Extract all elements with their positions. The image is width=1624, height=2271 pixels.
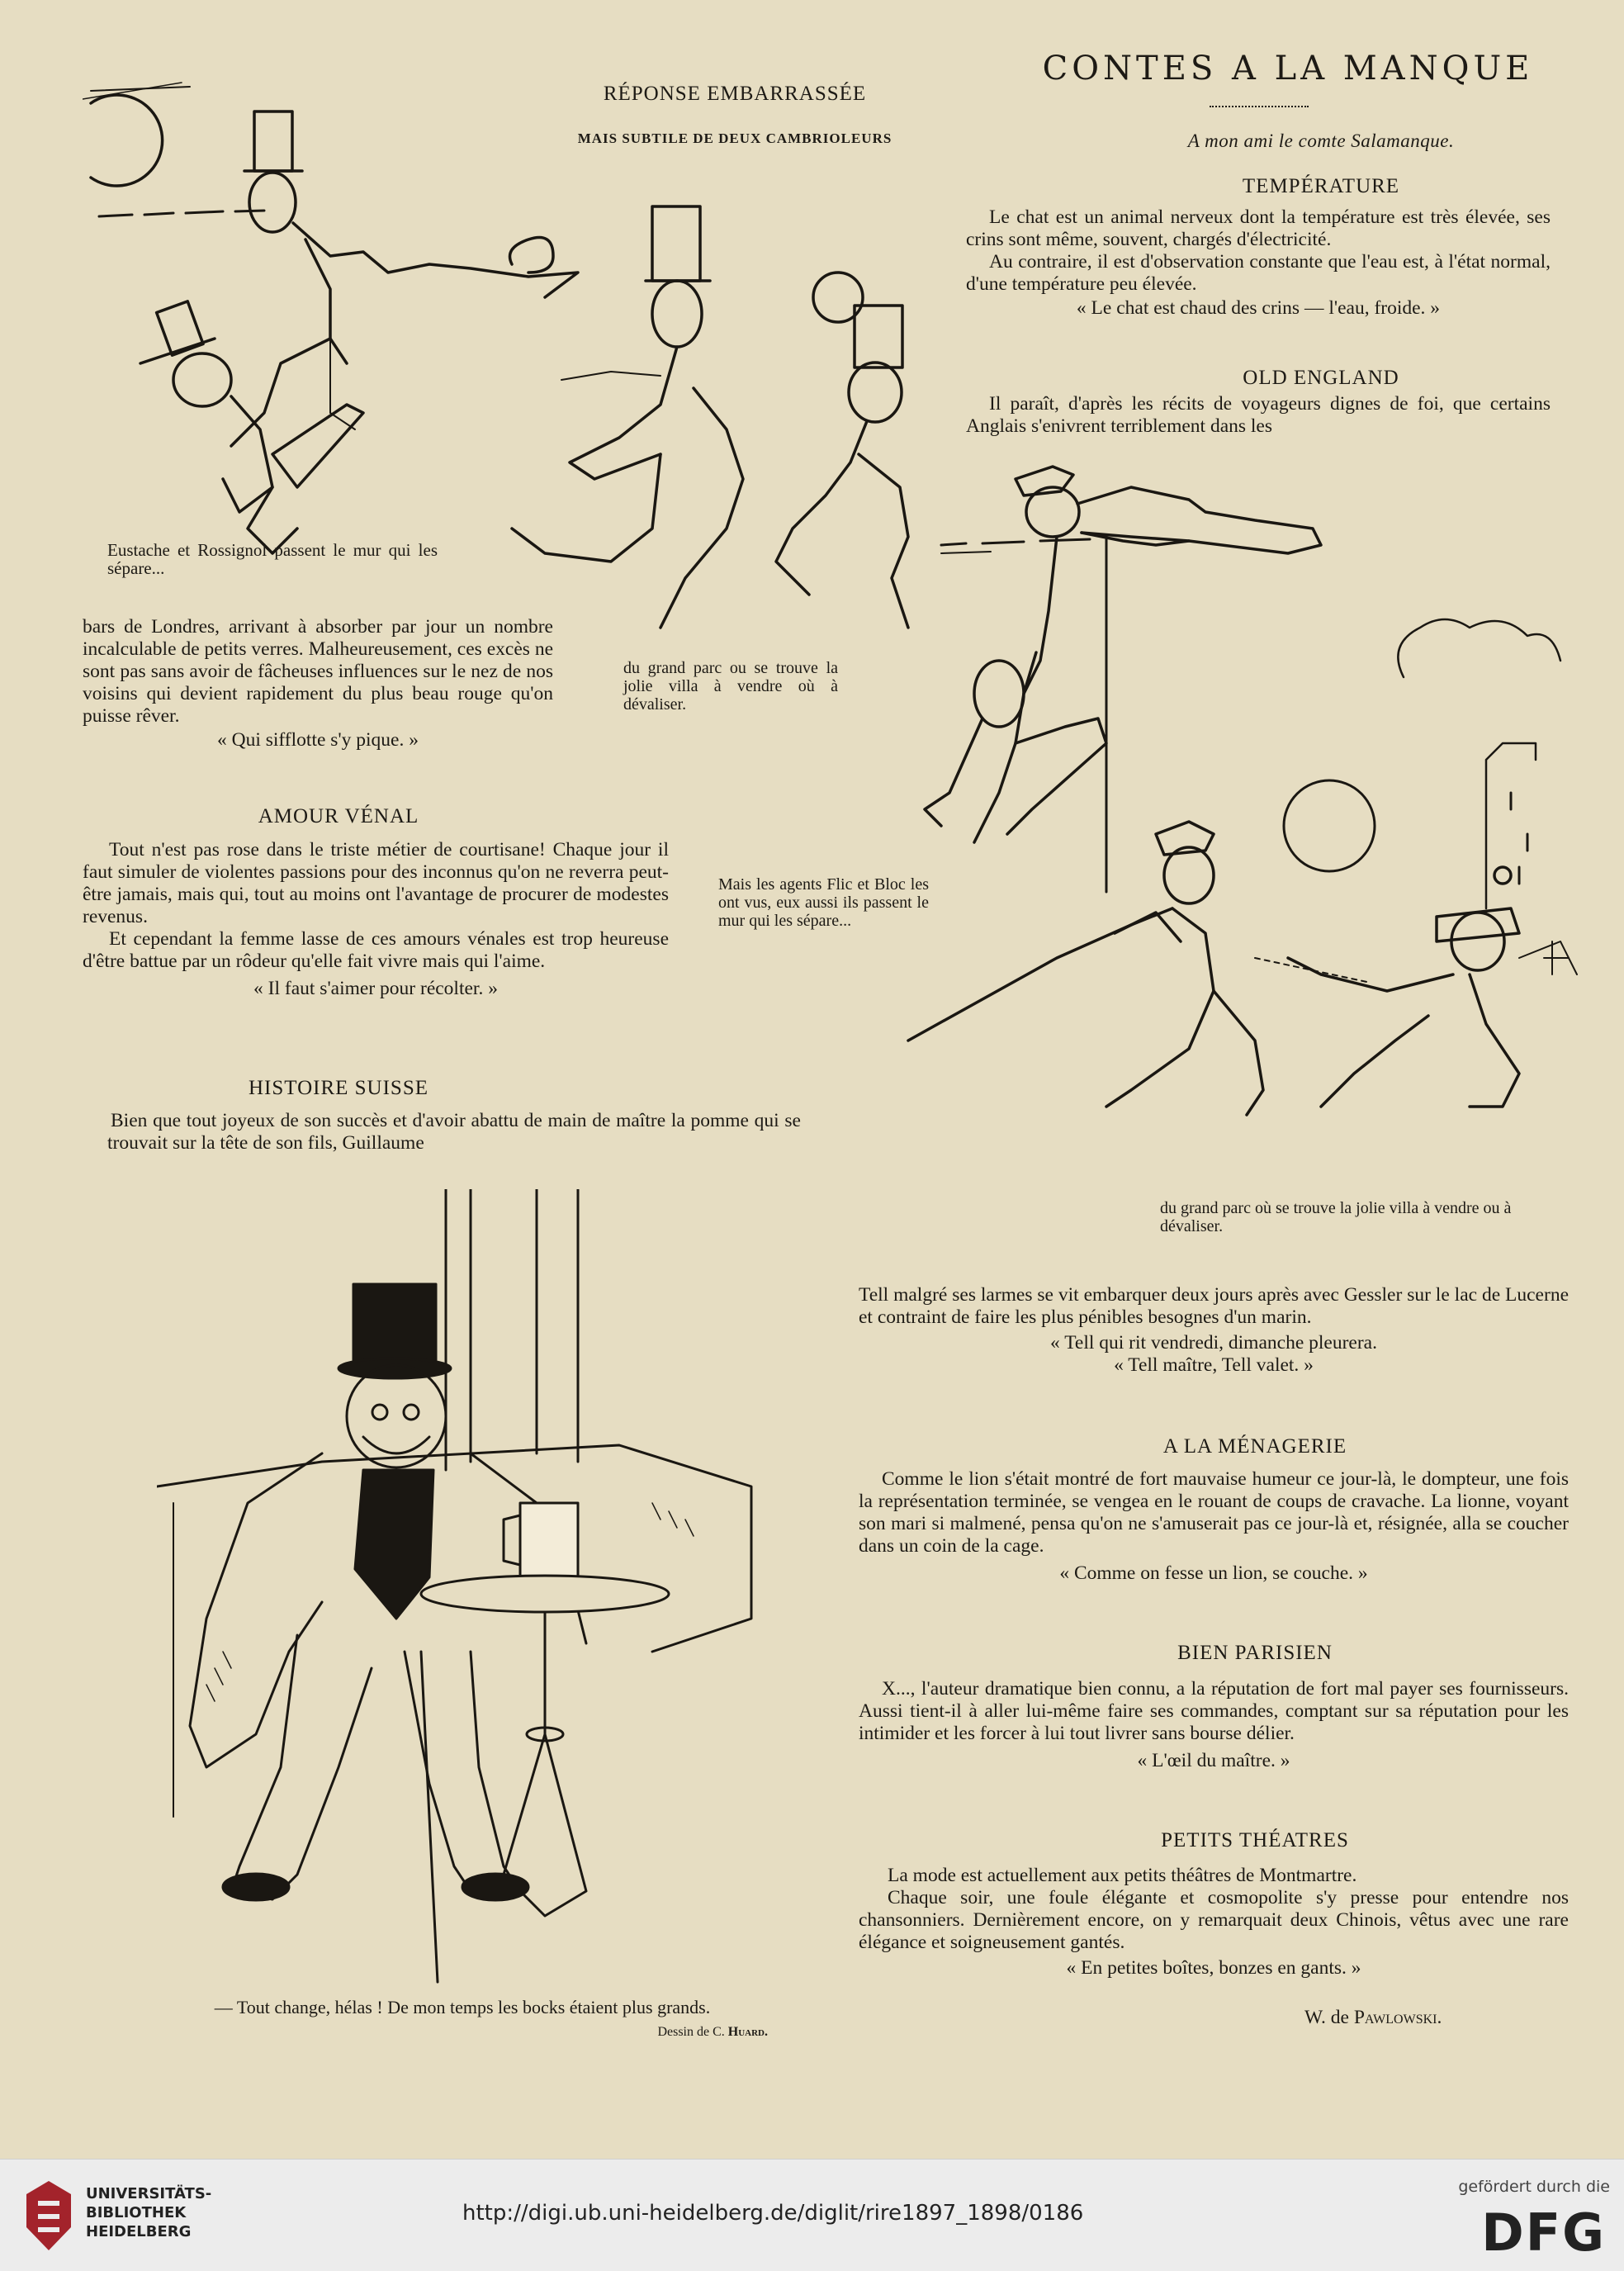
- signature: [1304, 2007, 1552, 2029]
- section-title-bien-parisien: BIEN PARISIEN: [1177, 1642, 1333, 1664]
- punchline: « Il faut s'aimer pour récolter. »: [253, 978, 498, 999]
- comic-title: RÉPONSE EMBARRASSÉE: [603, 83, 867, 105]
- university-logo-icon: [23, 2178, 74, 2254]
- comic-caption-3: Mais les agents Flic et Bloc les ont vus, eux aussi ils passent le mur qui les sépare...: [718, 875, 929, 930]
- section-body-histoire-suisse-a: [107, 1110, 801, 1154]
- library-name-line: BIBLIOTHEK: [86, 2204, 187, 2221]
- agents-drawing: [859, 446, 1585, 1189]
- credit-prefix: Dessin de C.: [657, 2025, 725, 2039]
- paragraph: Il paraît, d'après les récits de voyageurs dignes de foi, que certains Anglais s'enivrent terriblement dans les: [966, 393, 1551, 437]
- paragraph: Comme le lion s'était montré de fort mauvaise humeur ce jour-là, le dompteur, une fois la représentation terminée, se vengea en le rouant de coups de cravache. La lionne, voyant son mari si malmené, pensa qu'on ne s'amuserait pas ce jour-là et, résignée, alla se coucher dans un coin de la cage.: [859, 1468, 1569, 1557]
- section-body-old-england-a: [966, 393, 1551, 438]
- punchline: « Qui sifflotte s'y pique. »: [216, 729, 419, 751]
- paragraph: Chaque soir, une foule élégante et cosmopolite s'y presse pour entendre nos chansonniers. Dernièrement encore, on y remarquait deux Chinois, vêtus avec une rare élégance et soigneusement gantés.: [859, 1887, 1569, 1953]
- signature-name: Pawlowski.: [1353, 2007, 1442, 2028]
- library-footer: [0, 2159, 1624, 2271]
- paragraph: Tout n'est pas rose dans le triste métier de courtisane! Chaque jour il faut simuler de violentes passions pour des inconnus qu'on ne reverra peut-être jamais, mais qui, tout au moins ont l'avantage de procurer de modestes revenus.: [83, 839, 669, 927]
- paragraph: Au contraire, il est d'observation constante que l'eau est, à l'état normal, d'une température peu élevée.: [966, 251, 1551, 295]
- section-title-menagerie: A LA MÉNAGERIE: [1162, 1435, 1347, 1458]
- library-name-line: UNIVERSITÄTS-: [86, 2185, 212, 2202]
- paragraph: La mode est actuellement aux petits théâtres de Montmartre.: [888, 1865, 1357, 1886]
- dfg-logo: DFG: [1481, 2202, 1606, 2263]
- section-body-old-england-b: [83, 616, 553, 751]
- comic-caption-2: du grand parc ou se trouve la jolie villa à vendre où à dévaliser.: [623, 659, 838, 714]
- section-body-bien-parisien: [859, 1678, 1569, 1772]
- paragraph: Et cependant la femme lasse de ces amours vénales est trop heureuse d'être battue par un rôdeur qu'elle fait vivre mais qui l'aime.: [83, 928, 669, 972]
- drawing-caption: — Tout change, hélas ! De mon temps les bocks étaient plus grands.: [214, 1997, 711, 2017]
- punchline: « L'œil du maître. »: [1137, 1750, 1290, 1771]
- punchline: « En petites boîtes, bonzes en gants. »: [1066, 1957, 1361, 1979]
- bock-drawing: [157, 1189, 776, 1998]
- comic-caption-4: du grand parc où se trouve la jolie villa à vendre ou à dévaliser.: [1160, 1199, 1512, 1235]
- section-title-histoire-suisse: HISTOIRE SUISSE: [248, 1077, 429, 1099]
- funded-by-label: gefördert durch die: [1458, 2178, 1610, 2196]
- article-title: CONTES A LA MANQUE: [1042, 50, 1534, 88]
- paragraph: X..., l'auteur dramatique bien connu, a la réputation de fort mal payer ses fournisseurs. Aussi tient-il à aller lui-même faire ses commandes, comptant sur sa réputation pour les intimider et les forcer à lui tout livrer sans bourse délier.: [859, 1678, 1569, 1744]
- credit-name: Huard.: [727, 2025, 768, 2039]
- section-title-amour-venal: AMOUR VÉNAL: [258, 805, 419, 827]
- drawing-credit: [462, 2023, 768, 2041]
- punchline: « Le chat est chaud des crins — l'eau, froide. »: [1076, 297, 1441, 319]
- signature-prefix: W. de: [1304, 2007, 1349, 2028]
- title-flourish: [1210, 102, 1309, 107]
- section-body-temperature: [966, 206, 1551, 320]
- section-title-temperature: TEMPÉRATURE: [1242, 175, 1400, 197]
- library-name: [86, 2184, 211, 2241]
- paragraph: Tell malgré ses larmes se vit embarquer deux jours après avec Gessler sur le lac de Lucerne et contraint de faire les plus pénibles besognes d'un marin.: [859, 1284, 1569, 1328]
- paragraph: Le chat est un animal nerveux dont la température est très élevée, ses crins sont même, souvent, chargés d'électricité.: [966, 206, 1551, 250]
- section-title-petits-theatres: PETITS THÉATRES: [1161, 1829, 1349, 1851]
- dedication: A mon ami le comte Salamanque.: [1187, 130, 1455, 151]
- comic-caption-1: Eustache et Rossignol passent le mur qui les sépare...: [107, 540, 438, 578]
- section-title-old-england: OLD ENGLAND: [1243, 367, 1399, 389]
- punchline: « Comme on fesse un lion, se couche. »: [1059, 1562, 1368, 1584]
- paragraph: Bien que tout joyeux de son succès et d'avoir abattu de main de maître la pomme qui se trouvait sur la tête de son fils, Guillaume: [107, 1110, 801, 1154]
- comic-subtitle: MAIS SUBTILE DE DEUX CAMBRIOLEURS: [577, 130, 892, 146]
- section-body-menagerie: [859, 1468, 1569, 1585]
- section-body-amour-venal: [83, 839, 669, 1000]
- library-name-line: HEIDELBERG: [86, 2223, 192, 2240]
- punchline: « Tell maître, Tell valet. »: [1114, 1354, 1314, 1376]
- paragraph: bars de Londres, arrivant à absorber par jour un nombre incalculable de petits verres. Malheureusement, ces excès ne sont pas sans avoir de fâcheuses influences sur le nez de nos voisins qui devient rapidement du plus beau rouge qu'on puisse rêver.: [83, 616, 553, 727]
- section-body-histoire-suisse-b: [859, 1284, 1569, 1377]
- section-body-petits-theatres: [859, 1865, 1569, 1979]
- permalink-url[interactable]: http://digi.ub.uni-heidelberg.de/diglit/rire1897_1898/0186: [462, 2201, 1084, 2226]
- punchline: « Tell qui rit vendredi, dimanche pleurera.: [1050, 1332, 1377, 1354]
